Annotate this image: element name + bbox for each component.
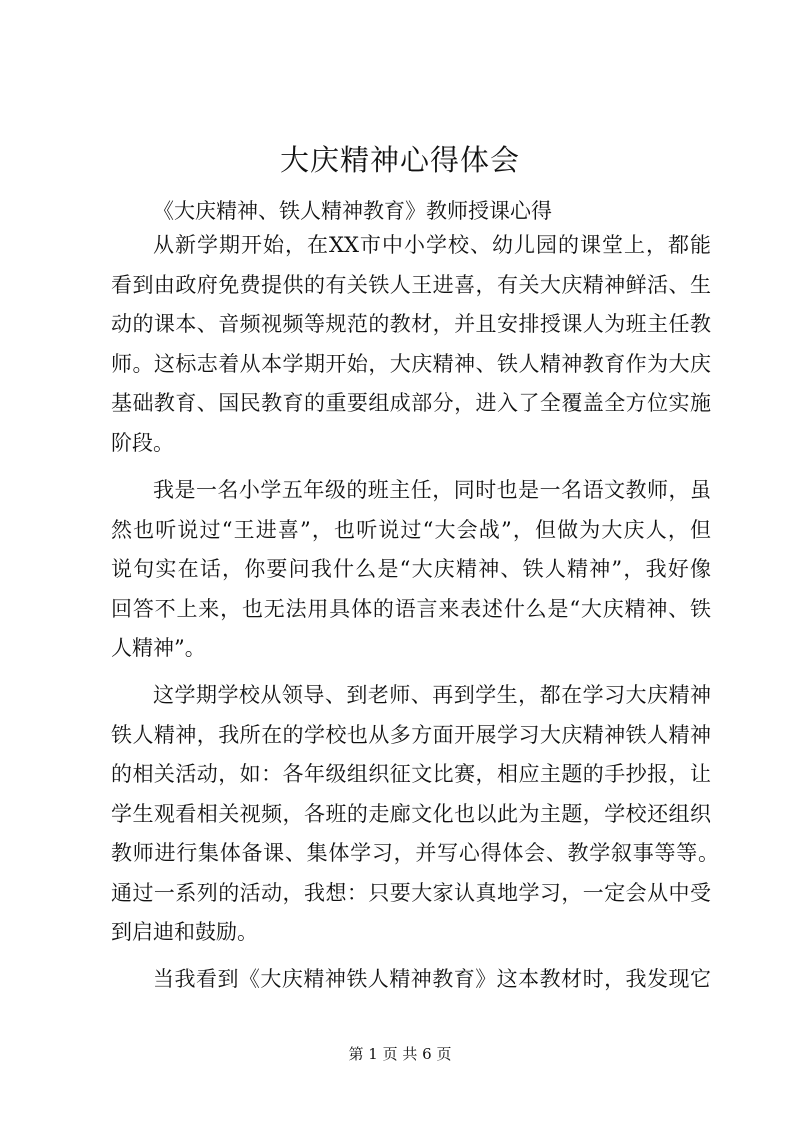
paragraph-line: 到启迪和鼓励。 <box>111 920 258 944</box>
paragraph-line: 教师进行集体备课、集体学习，并写心得体会、教学叙事等等。 <box>111 841 719 865</box>
paragraph-line: 通过一系列的活动，我想：只要大家认真地学习，一定会从中受 <box>111 881 711 905</box>
document-title: 大庆精神心得体会 <box>279 143 520 177</box>
page-number-footer: 第 1 页 共 6 页 <box>348 1045 452 1063</box>
paragraph-line: 说句实在话，你要问我什么是“大庆精神、铁人精神”，我好像 <box>111 557 711 581</box>
paragraph-line: 然也听说过“王进喜”，也听说过“大会战”，但做为大庆人，但 <box>111 518 711 542</box>
paragraph-line: 铁人精神，我所在的学校也从多方面开展学习大庆精神铁人精神 <box>111 723 711 747</box>
paragraph-line: 师。这标志着从本学期开始，大庆精神、铁人精神教育作为大庆 <box>111 352 711 376</box>
paragraph-line: 从新学期开始，在XX市中小学校、幼儿园的课堂上，都能 <box>153 233 711 257</box>
paragraph-line: 学生观看相关视频，各班的走廊文化也以此为主题，学校还组织 <box>111 802 711 826</box>
paragraph-line: 我是一名小学五年级的班主任，同时也是一名语文教师，虽 <box>153 478 711 502</box>
paragraph-line: 看到由政府免费提供的有关铁人王进喜，有关大庆精神鲜活、生 <box>111 273 711 297</box>
document-subtitle: 《大庆精神、铁人精神教育》教师授课心得 <box>153 199 552 223</box>
paragraph-line: 这学期学校从领导、到老师、再到学生，都在学习大庆精神 <box>153 683 711 707</box>
paragraph-line: 动的课本、音频视频等规范的教材，并且安排授课人为班主任教 <box>111 312 711 336</box>
paragraph-line: 的相关活动，如：各年级组织征文比赛，相应主题的手抄报，让 <box>111 762 711 786</box>
paragraph-line: 阶段。 <box>111 431 174 455</box>
paragraph-line: 基础教育、国民教育的重要组成部分，进入了全覆盖全方位实施 <box>111 391 711 415</box>
paragraph-line: 人精神”。 <box>111 636 206 660</box>
paragraph-line: 回答不上来，也无法用具体的语言来表述什么是“大庆精神、铁 <box>111 597 711 621</box>
paragraph-line: 当我看到《大庆精神铁人精神教育》这本教材时，我发现它 <box>153 967 711 991</box>
